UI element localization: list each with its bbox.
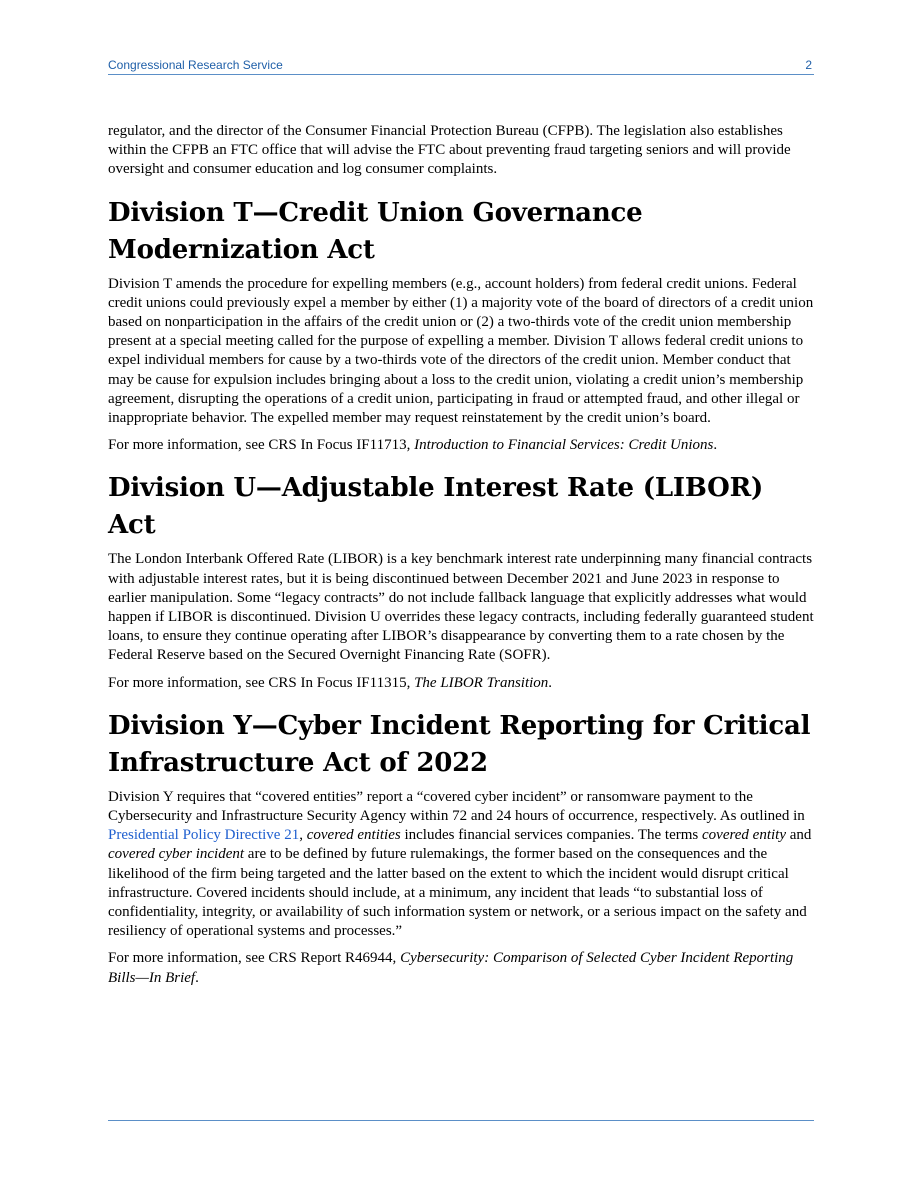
division-u-heading: Division U—Adjustable Interest Rate (LIBOR) Act bbox=[108, 473, 764, 541]
more-info-prefix: For more information, see CRS Report R46944, bbox=[108, 950, 401, 967]
document-body bbox=[108, 122, 814, 996]
page-number: 2 bbox=[805, 58, 812, 72]
defined-term: covered entities bbox=[306, 827, 401, 844]
division-u-more-info bbox=[108, 674, 814, 693]
cited-report-title: The LIBOR Transition bbox=[414, 674, 549, 691]
body-text: , bbox=[299, 827, 307, 844]
more-info-suffix: . bbox=[195, 969, 199, 986]
body-text: includes financial services companies. The terms bbox=[400, 827, 702, 844]
division-y-heading: Division Y—Cyber Incident Reporting for Critical Infrastructure Act of 2022 bbox=[108, 710, 811, 778]
division-t-body: Division T amends the procedure for expelling members (e.g., account holders) from federal credit unions. Federal credit unions could previously expel a member by either (1) a majority vote of the board of directors of a credit union based on nonparticipation in the affairs of the credit union or (2) a two-thirds vote of the credit union membership present at a special meeting called for the purpose of expelling a member. Division T allows federal credit unions to expel individual members for cause by a two-thirds vote of the directors of the credit union. Member conduct that may be cause for expulsion includes bringing about a loss to the credit union, violating a credit union’s membership agreement, disrupting the operations of a credit union, participating in fraud or attempted fraud, and other illegal or inappropriate behavior. The expelled member may request reinstatement by the credit union’s board. bbox=[108, 275, 814, 427]
division-t-more-info bbox=[108, 436, 814, 455]
more-info-suffix: . bbox=[713, 437, 718, 454]
division-y-more-info bbox=[108, 949, 814, 987]
cited-report-title: Cybersecurity: Comparison of Selected Cyber Incident Reporting Bills—In Brief bbox=[108, 950, 794, 986]
body-text: are to be defined by future rulemakings, the former based on the consequences and the likelihood of the firm being targeted and the latter based on the extent to which the incident would disrupt critical infrastructure. Covered incidents should include, at a minimum, any incident that leads “to substantial loss of confidentiality, integrity, or availability of such information system or network, or a serious impact on the safety and resiliency of operational systems and processes.” bbox=[108, 846, 807, 940]
footer-rule bbox=[108, 1120, 814, 1121]
cited-report-title: Introduction to Financial Services: Credit Unions bbox=[414, 437, 714, 454]
more-info-suffix: . bbox=[548, 674, 553, 691]
defined-term: covered cyber incident bbox=[108, 846, 245, 863]
page-header bbox=[108, 58, 814, 75]
defined-term: covered entity bbox=[702, 827, 786, 844]
ppd21-link[interactable]: Presidential Policy Directive 21 bbox=[108, 827, 300, 844]
more-info-prefix: For more information, see CRS In Focus IF11315, bbox=[108, 674, 415, 691]
body-text: Division Y requires that “covered entities” report a “covered cyber incident” or ransomware payment to the Cybersecurity and Infrastructure Security Agency within 72 and 24 hours of occurrence, respectively. As outlined in bbox=[108, 788, 805, 825]
body-text: and bbox=[785, 827, 812, 844]
intro-paragraph: regulator, and the director of the Consumer Financial Protection Bureau (CFPB). The legislation also establishes within the CFPB an FTC office that will advise the FTC about preventing fraud targeting seniors and will provide oversight and consumer education and log consumer complaints. bbox=[108, 123, 791, 178]
header-org-name: Congressional Research Service bbox=[108, 58, 283, 72]
division-u-body: The London Interbank Offered Rate (LIBOR) is a key benchmark interest rate underpinning many financial contracts with adjustable interest rates, but it is being discontinued between December 2021 and June 2023 in response to earlier manipulation. Some “legacy contracts” do not include fallback language that explicitly addresses what would happen if LIBOR is discontinued. Division U overrides these legacy contracts, including federally guaranteed student loans, to ensure they continue operating after LIBOR’s disappearance by converting them to a rate chosen by the Federal Reserve based on the Secured Overnight Financing Rate (SOFR). bbox=[108, 551, 814, 664]
more-info-prefix: For more information, see CRS In Focus IF11713, bbox=[108, 437, 415, 454]
division-y-body bbox=[108, 788, 814, 942]
division-t-heading: Division T—Credit Union Governance Modernization Act bbox=[108, 197, 643, 265]
